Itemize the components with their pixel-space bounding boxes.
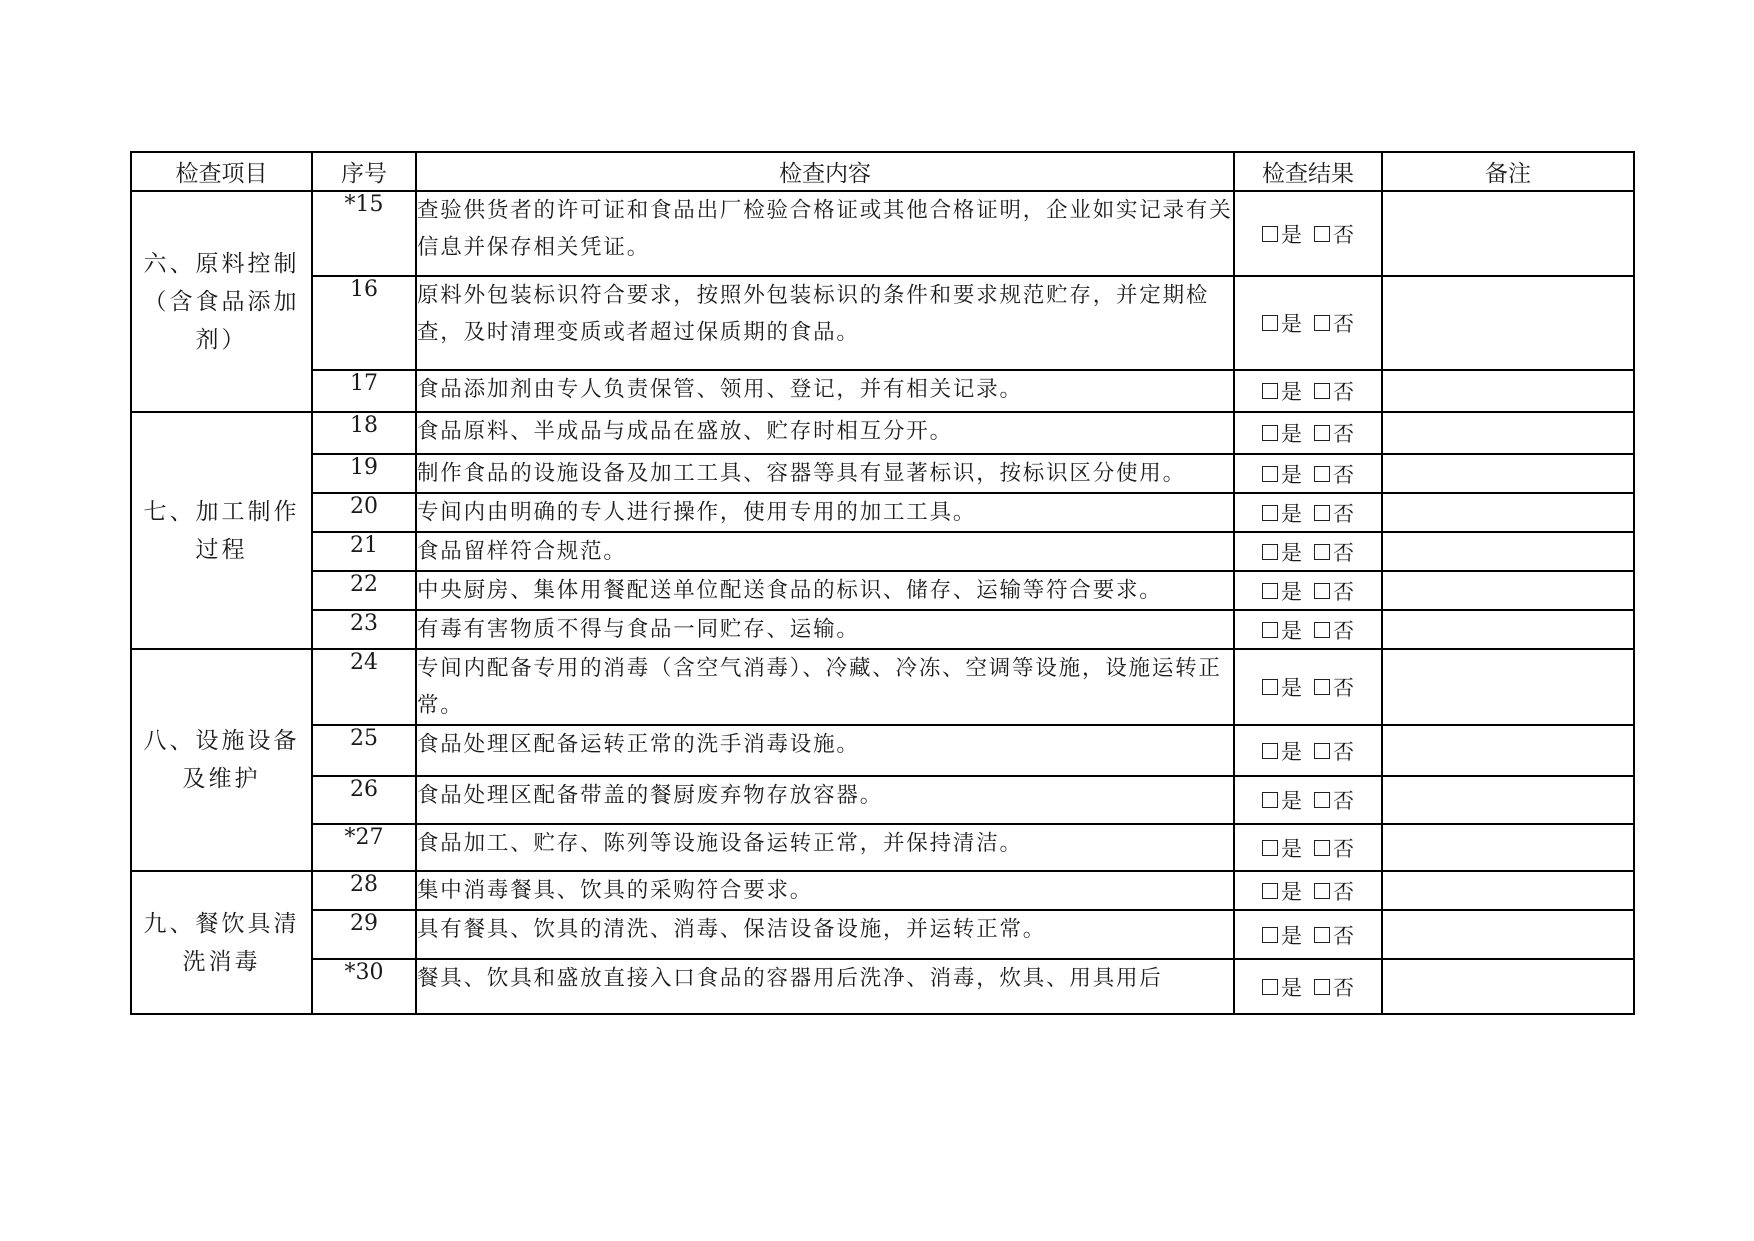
row-result bbox=[1234, 959, 1382, 1014]
checkbox-yes[interactable] bbox=[1262, 315, 1278, 331]
row-seq: *15 bbox=[312, 191, 416, 276]
row-seq: 26 bbox=[312, 776, 416, 824]
checkbox-label-yes: 是 bbox=[1281, 975, 1302, 1000]
result-option-yes[interactable] bbox=[1262, 920, 1302, 950]
checkbox-label-no: 否 bbox=[1333, 462, 1354, 487]
table-row bbox=[131, 493, 1634, 532]
row-result bbox=[1234, 649, 1382, 725]
result-option-no[interactable] bbox=[1314, 459, 1354, 489]
inspection-table bbox=[130, 151, 1635, 1015]
checkbox-label-yes: 是 bbox=[1281, 789, 1302, 813]
header-row bbox=[131, 152, 1634, 191]
row-result bbox=[1234, 493, 1382, 532]
row-seq: *27 bbox=[312, 824, 416, 871]
table-row bbox=[131, 871, 1634, 910]
checkbox-no[interactable] bbox=[1314, 840, 1330, 856]
table-row bbox=[131, 454, 1634, 493]
result-option-yes[interactable] bbox=[1262, 736, 1302, 766]
checkbox-no[interactable] bbox=[1314, 544, 1330, 560]
checkbox-label-no: 否 bbox=[1333, 579, 1354, 604]
checkbox-no[interactable] bbox=[1314, 979, 1330, 995]
row-seq: 24 bbox=[312, 649, 416, 725]
table-row bbox=[131, 191, 1634, 276]
result-option-no[interactable] bbox=[1314, 219, 1354, 249]
checkbox-label-yes: 是 bbox=[1281, 579, 1302, 604]
row-content: 具有餐具、饮具的清洗、消毒、保洁设备设施，并运转正常。 bbox=[416, 910, 1234, 959]
checkbox-yes[interactable] bbox=[1262, 840, 1278, 856]
checkbox-yes[interactable] bbox=[1262, 927, 1278, 943]
row-result bbox=[1234, 824, 1382, 871]
row-remark[interactable] bbox=[1382, 532, 1634, 571]
checkbox-no[interactable] bbox=[1314, 679, 1330, 695]
row-remark[interactable] bbox=[1382, 910, 1634, 959]
checkbox-yes[interactable] bbox=[1262, 544, 1278, 560]
checkbox-label-yes: 是 bbox=[1281, 222, 1302, 247]
row-seq: 23 bbox=[312, 610, 416, 649]
row-remark[interactable] bbox=[1382, 370, 1634, 412]
row-remark[interactable] bbox=[1382, 725, 1634, 776]
table-row bbox=[131, 571, 1634, 610]
result-option-yes[interactable] bbox=[1262, 785, 1302, 815]
result-option-no[interactable] bbox=[1314, 920, 1354, 950]
result-option-no[interactable] bbox=[1314, 876, 1354, 906]
checkbox-no[interactable] bbox=[1314, 226, 1330, 242]
row-result bbox=[1234, 532, 1382, 571]
row-content: 专间内由明确的专人进行操作，使用专用的加工工具。 bbox=[416, 493, 1234, 532]
row-remark[interactable] bbox=[1382, 191, 1634, 276]
checkbox-label-yes: 是 bbox=[1281, 618, 1302, 643]
result-option-yes[interactable] bbox=[1262, 308, 1302, 338]
table-row bbox=[131, 910, 1634, 959]
checkbox-no[interactable] bbox=[1314, 743, 1330, 759]
checkbox-label-yes: 是 bbox=[1281, 676, 1302, 700]
row-result bbox=[1234, 871, 1382, 910]
checkbox-label-no: 否 bbox=[1333, 380, 1354, 404]
checkbox-label-yes: 是 bbox=[1281, 739, 1302, 764]
table-row bbox=[131, 370, 1634, 412]
table-row bbox=[131, 412, 1634, 454]
row-remark[interactable] bbox=[1382, 571, 1634, 610]
row-seq: 28 bbox=[312, 871, 416, 910]
checkbox-no[interactable] bbox=[1314, 883, 1330, 899]
checkbox-yes[interactable] bbox=[1262, 425, 1278, 441]
row-result bbox=[1234, 191, 1382, 276]
checkbox-label-no: 否 bbox=[1333, 422, 1354, 446]
result-option-no[interactable] bbox=[1314, 498, 1354, 528]
row-remark[interactable] bbox=[1382, 959, 1634, 1014]
row-remark[interactable] bbox=[1382, 610, 1634, 649]
row-remark[interactable] bbox=[1382, 412, 1634, 454]
result-option-no[interactable] bbox=[1314, 615, 1354, 645]
checkbox-label-no: 否 bbox=[1333, 789, 1354, 813]
checkbox-yes[interactable] bbox=[1262, 622, 1278, 638]
header-seq: 序号 bbox=[312, 152, 416, 191]
row-remark[interactable] bbox=[1382, 649, 1634, 725]
header-content: 检查内容 bbox=[416, 152, 1234, 191]
checkbox-yes[interactable] bbox=[1262, 226, 1278, 242]
checkbox-no[interactable] bbox=[1314, 792, 1330, 808]
row-content: 食品原料、半成品与成品在盛放、贮存时相互分开。 bbox=[416, 412, 1234, 454]
table-row bbox=[131, 276, 1634, 370]
result-option-yes[interactable] bbox=[1262, 219, 1302, 249]
checkbox-yes[interactable] bbox=[1262, 583, 1278, 599]
row-content: 食品加工、贮存、陈列等设施设备运转正常，并保持清洁。 bbox=[416, 824, 1234, 871]
result-option-no[interactable] bbox=[1314, 736, 1354, 766]
checkbox-no[interactable] bbox=[1314, 622, 1330, 638]
table-row bbox=[131, 959, 1634, 1014]
result-option-no[interactable] bbox=[1314, 576, 1354, 606]
row-result bbox=[1234, 412, 1382, 454]
table-row bbox=[131, 649, 1634, 725]
result-option-yes[interactable] bbox=[1262, 576, 1302, 606]
table-row bbox=[131, 610, 1634, 649]
row-result bbox=[1234, 776, 1382, 824]
row-content: 食品添加剂由专人负责保管、领用、登记，并有相关记录。 bbox=[416, 370, 1234, 412]
section-label: 九、餐饮具清洗消毒 bbox=[131, 871, 312, 1014]
checkbox-label-yes: 是 bbox=[1281, 312, 1302, 336]
checkbox-label-no: 否 bbox=[1333, 540, 1354, 565]
table-row bbox=[131, 532, 1634, 571]
row-seq: 25 bbox=[312, 725, 416, 776]
checkbox-yes[interactable] bbox=[1262, 466, 1278, 482]
section-label: 八、设施设备及维护 bbox=[131, 649, 312, 871]
checkbox-label-no: 否 bbox=[1333, 676, 1354, 700]
checkbox-no[interactable] bbox=[1314, 505, 1330, 521]
checkbox-no[interactable] bbox=[1314, 583, 1330, 599]
table-row bbox=[131, 776, 1634, 824]
result-option-no[interactable] bbox=[1314, 308, 1354, 338]
table-row bbox=[131, 824, 1634, 871]
checkbox-label-yes: 是 bbox=[1281, 836, 1302, 861]
row-seq: 18 bbox=[312, 412, 416, 454]
row-remark[interactable] bbox=[1382, 454, 1634, 493]
checkbox-label-no: 否 bbox=[1333, 923, 1354, 948]
row-seq: 16 bbox=[312, 276, 416, 370]
checkbox-label-yes: 是 bbox=[1281, 923, 1302, 948]
row-result bbox=[1234, 725, 1382, 776]
section-label: 七、加工制作过程 bbox=[131, 412, 312, 649]
result-option-yes[interactable] bbox=[1262, 876, 1302, 906]
row-remark[interactable] bbox=[1382, 824, 1634, 871]
row-seq: 17 bbox=[312, 370, 416, 412]
checkbox-label-no: 否 bbox=[1333, 501, 1354, 526]
result-option-no[interactable] bbox=[1314, 537, 1354, 567]
row-remark[interactable] bbox=[1382, 776, 1634, 824]
result-option-no[interactable] bbox=[1314, 672, 1354, 702]
row-result bbox=[1234, 370, 1382, 412]
row-content: 餐具、饮具和盛放直接入口食品的容器用后洗净、消毒，炊具、用具用后 bbox=[416, 959, 1234, 1014]
result-option-yes[interactable] bbox=[1262, 537, 1302, 567]
checkbox-label-yes: 是 bbox=[1281, 380, 1302, 404]
checkbox-label-no: 否 bbox=[1333, 739, 1354, 764]
table-body bbox=[131, 191, 1634, 1014]
row-result bbox=[1234, 571, 1382, 610]
row-seq: 29 bbox=[312, 910, 416, 959]
checkbox-yes[interactable] bbox=[1262, 979, 1278, 995]
checkbox-label-yes: 是 bbox=[1281, 879, 1302, 904]
row-remark[interactable] bbox=[1382, 493, 1634, 532]
row-content: 制作食品的设施设备及加工工具、容器等具有显著标识，按标识区分使用。 bbox=[416, 454, 1234, 493]
checkbox-no[interactable] bbox=[1314, 315, 1330, 331]
row-content: 食品处理区配备运转正常的洗手消毒设施。 bbox=[416, 725, 1234, 776]
result-option-no[interactable] bbox=[1314, 418, 1354, 448]
checkbox-label-yes: 是 bbox=[1281, 422, 1302, 446]
checkbox-label-yes: 是 bbox=[1281, 501, 1302, 526]
row-content: 原料外包装标识符合要求，按照外包装标识的条件和要求规范贮存，并定期检查，及时清理变质或者超过保质期的食品。 bbox=[416, 276, 1234, 370]
row-seq: 19 bbox=[312, 454, 416, 493]
row-content: 食品处理区配备带盖的餐厨废弃物存放容器。 bbox=[416, 776, 1234, 824]
row-result bbox=[1234, 610, 1382, 649]
checkbox-label-no: 否 bbox=[1333, 618, 1354, 643]
checkbox-yes[interactable] bbox=[1262, 883, 1278, 899]
checkbox-yes[interactable] bbox=[1262, 792, 1278, 808]
result-option-no[interactable] bbox=[1314, 972, 1354, 1002]
result-option-no[interactable] bbox=[1314, 376, 1354, 406]
result-option-yes[interactable] bbox=[1262, 833, 1302, 863]
header-item: 检查项目 bbox=[131, 152, 312, 191]
row-result bbox=[1234, 910, 1382, 959]
checkbox-yes[interactable] bbox=[1262, 505, 1278, 521]
result-option-yes[interactable] bbox=[1262, 376, 1302, 406]
result-option-no[interactable] bbox=[1314, 833, 1354, 863]
checkbox-label-no: 否 bbox=[1333, 312, 1354, 336]
checkbox-yes[interactable] bbox=[1262, 743, 1278, 759]
result-option-yes[interactable] bbox=[1262, 498, 1302, 528]
row-content: 食品留样符合规范。 bbox=[416, 532, 1234, 571]
result-option-yes[interactable] bbox=[1262, 672, 1302, 702]
header-result: 检查结果 bbox=[1234, 152, 1382, 191]
checkbox-label-yes: 是 bbox=[1281, 540, 1302, 565]
row-remark[interactable] bbox=[1382, 276, 1634, 370]
result-option-yes[interactable] bbox=[1262, 615, 1302, 645]
checkbox-yes[interactable] bbox=[1262, 383, 1278, 399]
row-content: 集中消毒餐具、饮具的采购符合要求。 bbox=[416, 871, 1234, 910]
checkbox-label-no: 否 bbox=[1333, 975, 1354, 1000]
row-seq: 22 bbox=[312, 571, 416, 610]
checkbox-no[interactable] bbox=[1314, 927, 1330, 943]
table-row bbox=[131, 725, 1634, 776]
header-remark: 备注 bbox=[1382, 152, 1634, 191]
result-option-yes[interactable] bbox=[1262, 459, 1302, 489]
row-seq: 20 bbox=[312, 493, 416, 532]
checkbox-no[interactable] bbox=[1314, 383, 1330, 399]
checkbox-label-no: 否 bbox=[1333, 222, 1354, 247]
checkbox-label-no: 否 bbox=[1333, 836, 1354, 861]
checkbox-no[interactable] bbox=[1314, 425, 1330, 441]
row-remark[interactable] bbox=[1382, 871, 1634, 910]
result-option-no[interactable] bbox=[1314, 785, 1354, 815]
checkbox-no[interactable] bbox=[1314, 466, 1330, 482]
row-content: 中央厨房、集体用餐配送单位配送食品的标识、储存、运输等符合要求。 bbox=[416, 571, 1234, 610]
row-content: 有毒有害物质不得与食品一同贮存、运输。 bbox=[416, 610, 1234, 649]
row-result bbox=[1234, 276, 1382, 370]
checkbox-yes[interactable] bbox=[1262, 679, 1278, 695]
checkbox-label-no: 否 bbox=[1333, 879, 1354, 904]
section-label: 六、原料控制（含食品添加剂） bbox=[131, 191, 312, 412]
row-result bbox=[1234, 454, 1382, 493]
result-option-yes[interactable] bbox=[1262, 418, 1302, 448]
row-content: 专间内配备专用的消毒（含空气消毒）、冷藏、冷冻、空调等设施，设施运转正常。 bbox=[416, 649, 1234, 725]
checkbox-label-yes: 是 bbox=[1281, 462, 1302, 487]
row-seq: *30 bbox=[312, 959, 416, 1014]
result-option-yes[interactable] bbox=[1262, 972, 1302, 1002]
row-content: 查验供货者的许可证和食品出厂检验合格证或其他合格证明，企业如实记录有关信息并保存相关凭证。 bbox=[416, 191, 1234, 276]
row-seq: 21 bbox=[312, 532, 416, 571]
